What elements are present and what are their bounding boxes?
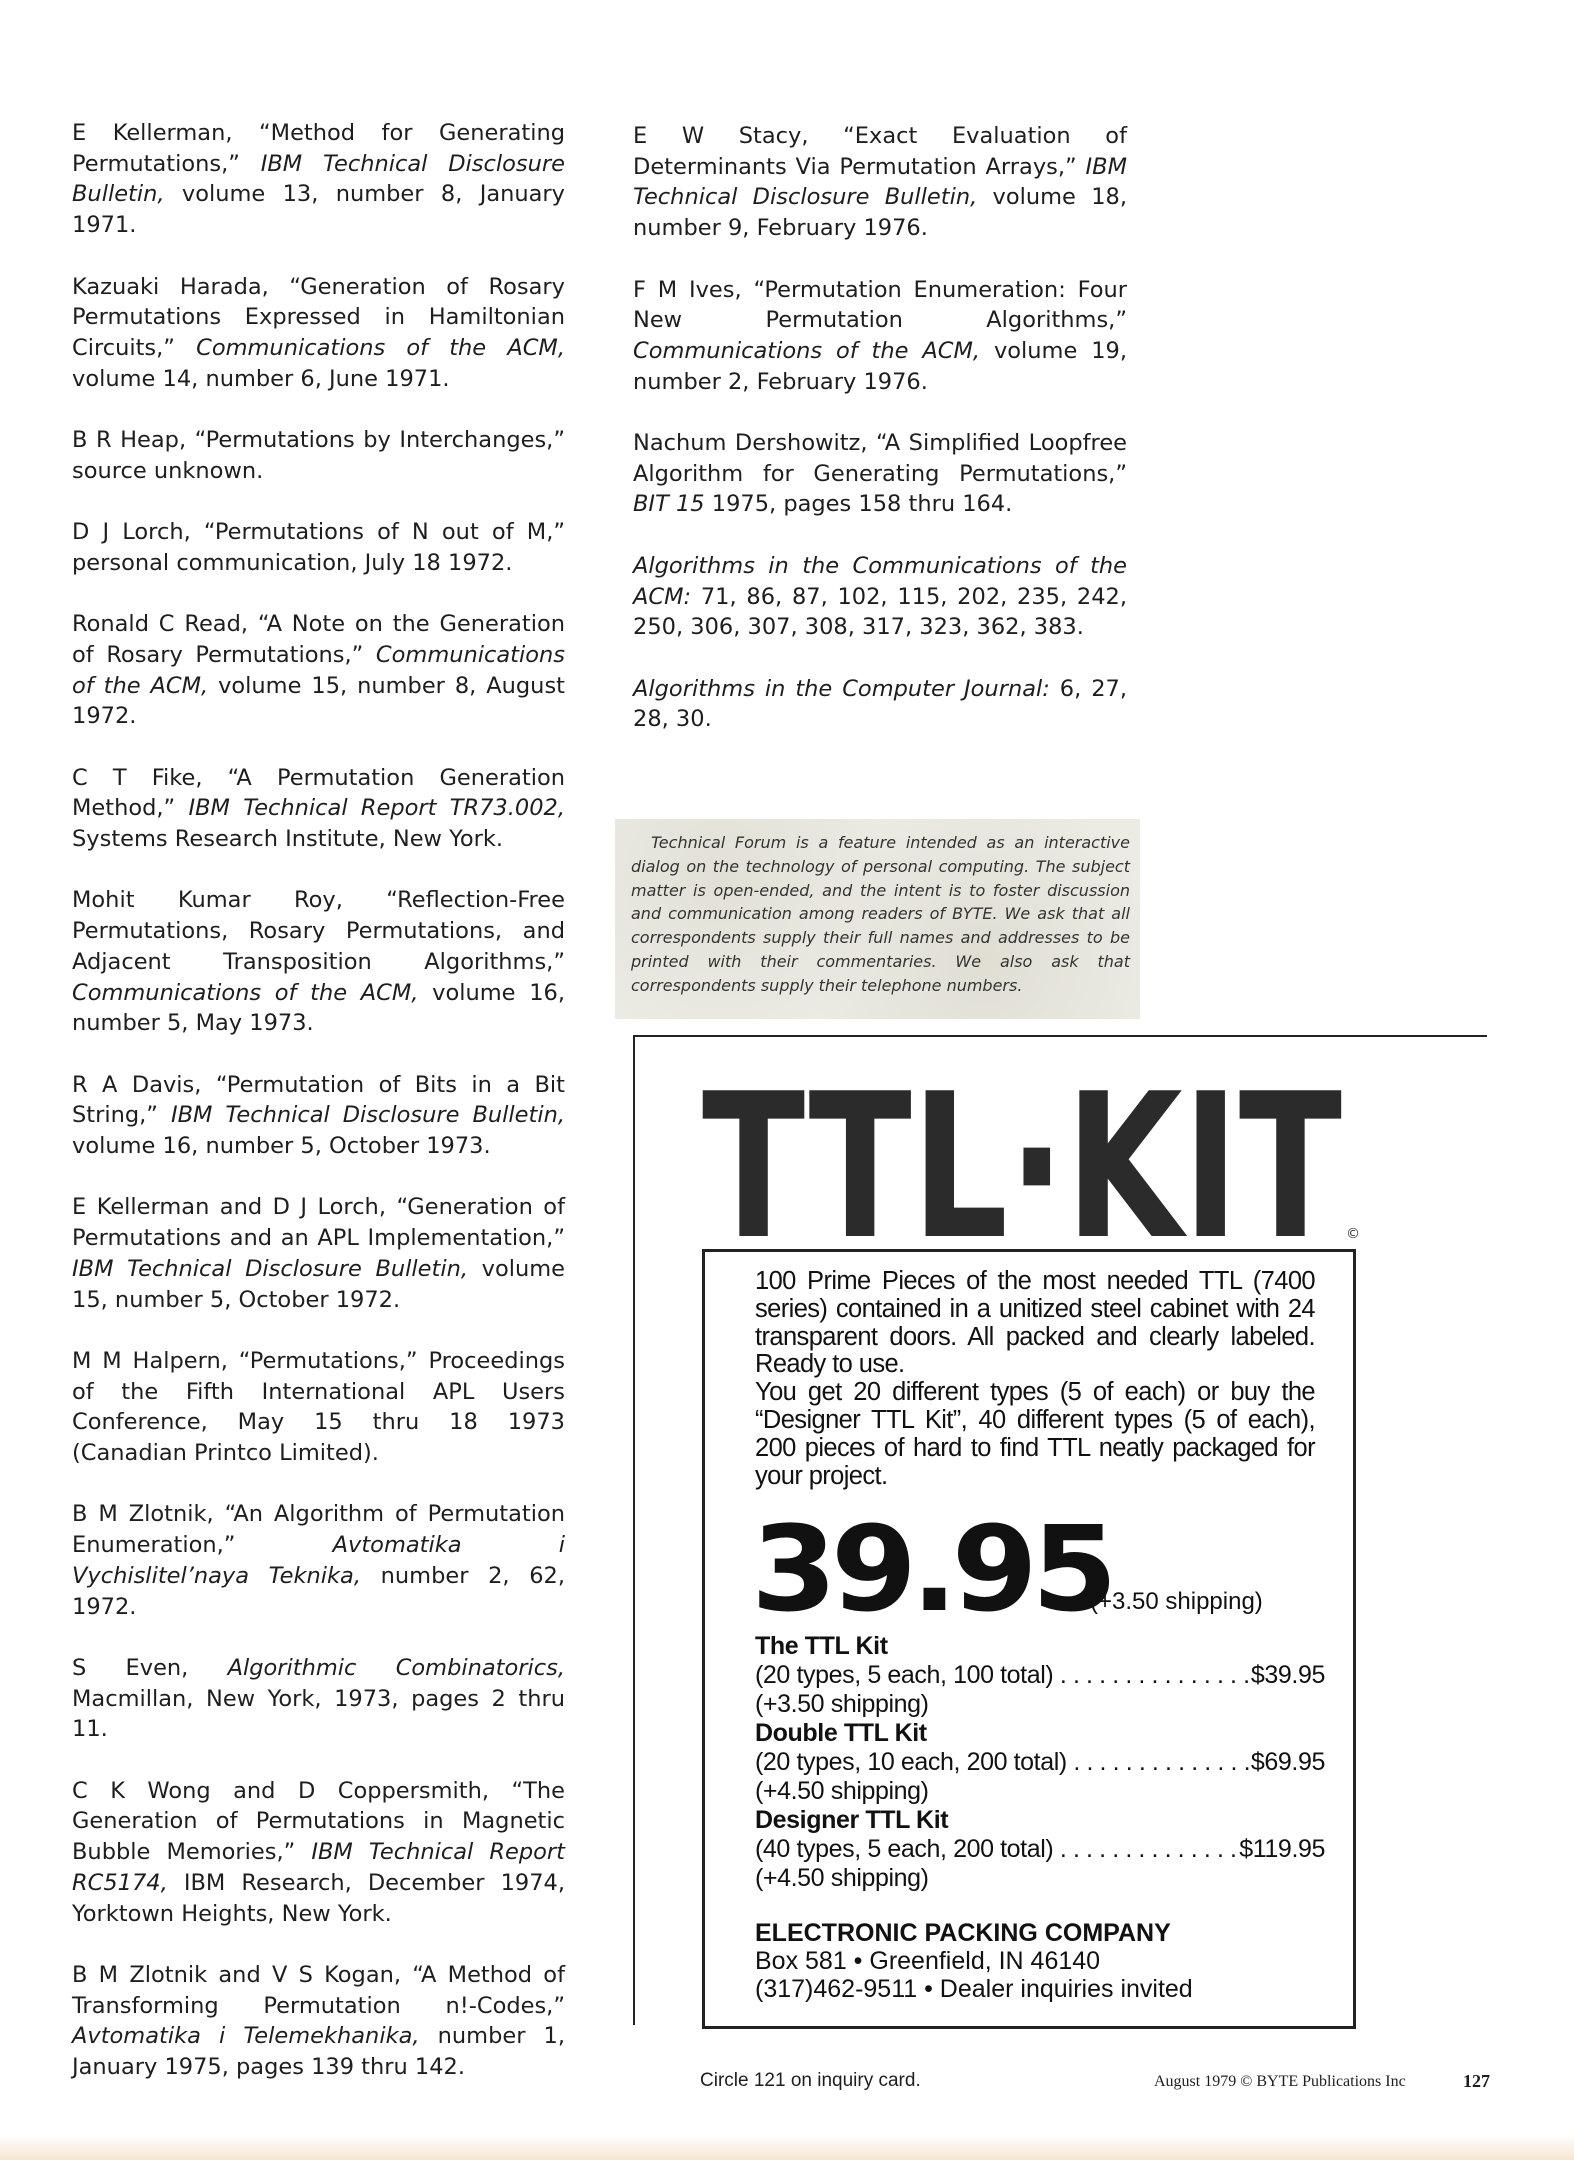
reference-text: 1975, pages 158 thru 164. [704,491,1013,518]
ad-price-shipping: (+3.50 shipping) [1090,1588,1263,1615]
reference-text: Nachum Dershowitz, “A Simplified Loopfree Algorithm for Generating Permutations,” [633,430,1127,487]
kit-name: Designer TTL Kit [755,1806,949,1834]
reference-text: 71, 86, 87, 102, 115, 202, 235, 242, 250, 306, 307, 308, 317, 323, 362, 383. [633,583,1127,641]
ttl-kit-ad-box [702,1249,1356,2029]
reference-entry [633,674,1127,735]
reference-entry [72,1776,565,1930]
reference-text: volume 19, number 2, February 1976. [633,337,1127,395]
kit-price: $69.95 [1250,1748,1325,1776]
reference-text: S Even, [72,1654,228,1681]
reference-text: Kazuaki Harada, “Generation of Rosary Permutations Expressed in Hamiltonian Circuits,” [72,273,565,361]
reference-text: volume 13, number 8, January 1971. [72,181,565,239]
reference-text: volume 14, number 6, June 1971. [72,365,450,392]
reference-text: F M Ives, “Permutation Enumeration: Four New Permutation Algorithms,” [633,276,1127,334]
reference-text: E Kellerman, “Method for Generating Permutations,” [72,120,565,177]
ad-description-1: 100 Prime Pieces of the most needed TTL (7400 series) contained in a unitized steel cabinet with 24 transparent doors. All packed and clearly labeled. Ready to use. [755,1267,1315,1379]
reference-text: volume 16, number 5, May 1973. [72,979,565,1037]
reference-entry [72,609,565,732]
technical-forum-note [615,819,1140,1019]
reference-entry [72,1653,565,1745]
reference-entry [72,1346,565,1469]
reference-text: B R Heap, “Permutations by Interchanges,” source unknown. [72,427,565,484]
page-edge [0,2135,1574,2160]
reference-text: volume 18, number 9, February 1976. [633,184,1127,242]
kit-shipping: (+3.50 shipping) [755,1690,929,1718]
reference-text: C T Fike, “A Permutation Generation Method,” [72,764,565,822]
reference-source: BIT 15 [633,491,705,518]
reference-text: volume 15, number 8, August 1972. [72,672,565,730]
kit-price: $119.95 [1239,1835,1325,1863]
reference-text: B M Zlotnik and V S Kogan, “A Method of Transforming Permutation n!-Codes,” [72,1961,565,2019]
reference-entry [72,1070,565,1162]
reference-entry [72,118,565,241]
references-left-column [72,118,565,2113]
company-phone: (317)462-9511 • Dealer inquiries invited [755,1975,1193,2003]
company-name: ELECTRONIC PACKING COMPANY [755,1919,1171,1947]
reference-source: IBM Technical Report RC5174, [72,1839,565,1896]
reference-text: number 1, January 1975, pages 139 thru 142. [72,2023,565,2081]
reference-text: Mohit Kumar Roy, “Reflection-Free Permutations, Rosary Permutations, and Adjacent Transposition Algorithms,” [72,887,565,975]
ttl-kit-logo [700,1068,1360,1248]
kit-name: The TTL Kit [755,1632,888,1660]
reference-entry [72,763,565,855]
references-right-column [633,121,1127,766]
inquiry-note: Circle 121 on inquiry card. [700,2070,921,2091]
reference-source: Communications of the ACM, [633,337,981,364]
kit-shipping: (+4.50 shipping) [755,1777,929,1805]
kit-detail: (40 types, 5 each, 200 total) . . . [755,1835,1239,1864]
reference-text: volume 15, number 5, October 1972. [72,1255,565,1313]
issue-date: August 1979 © BYTE Publications Inc [1154,2073,1406,2090]
reference-entry [633,551,1127,643]
reference-entry [633,275,1127,398]
reference-source: Algorithms in the Computer Journal: [633,675,1050,702]
copyright-mark: © [1346,1226,1360,1242]
reference-text: M M Halpern, “Permutations,” Proceedings of the Fifth International APL Users Conference, May 15 thru 18 1973 (Canadian Printco Limited). [72,1347,565,1467]
reference-source: IBM Technical Disclosure Bulletin, [72,150,565,208]
reference-source: Avtomatika i Vychislitel’naya Teknika, [72,1532,565,1589]
kit-item [755,1719,1325,1806]
reference-source: IBM Technical Disclosure Bulletin, [72,1255,469,1282]
reference-source: Avtomatika i Telemekhanika, [72,2023,420,2050]
reference-source: IBM Technical Report TR73.002, [188,795,565,822]
kit-shipping: (+4.50 shipping) [755,1864,929,1892]
logo-text: TTL·KIT [702,1068,1342,1248]
ad-description-2: You get 20 different types (5 of each) or buy the “Designer TTL Kit”, 40 different types (5 of each), 200 pieces of hard to find TTL neatly packaged for your project. [755,1378,1315,1490]
company-address: Box 581 • Greenfield, IN 46140 [755,1947,1101,1975]
reference-entry [72,1499,565,1622]
kit-detail: (20 types, 10 each, 200 total) . . . [755,1748,1251,1777]
page-number: 127 [1463,2071,1490,2091]
kit-detail: (20 types, 5 each, 100 total) . . . [755,1661,1251,1690]
reference-text: IBM Research, December 1974, Yorktown Heights, New York. [72,1869,565,1927]
reference-source: IBM Technical Disclosure Bulletin, [633,153,1127,211]
technical-forum-text: Technical Forum is a feature intended as an interactive dialog on the technology of personal computing. The subject matter is open-ended, and the intent is to foster discussion and communication among readers of BYTE. We ask that all correspondents supply their full names and addresses to be printed with their commentaries. We also ask that correspondents supply their telephone numbers. [631,833,1130,995]
reference-text: Macmillan, New York, 1973, pages 2 thru 11. [72,1685,565,1743]
kit-item [755,1806,1325,1893]
kit-item [755,1632,1325,1719]
reference-entry [72,272,565,395]
reference-source: Algorithms in the Communications of the ACM: [633,552,1127,610]
reference-text: C K Wong and D Coppersmith, “The Generation of Permutations in Magnetic Bubble Memories,” [72,1777,565,1866]
reference-text: R A Davis, “Permutation of Bits in a Bit String,” [72,1071,565,1129]
reference-source: IBM Technical Disclosure Bulletin, [170,1102,565,1129]
reference-entry [72,1192,565,1315]
reference-text: E W Stacy, “Exact Evaluation of Determinants Via Permutation Arrays,” [633,123,1127,180]
reference-entry [633,121,1127,244]
reference-entry [72,425,565,486]
ad-top-rule [633,1035,1487,1037]
reference-entry [633,428,1127,520]
reference-text: B M Zlotnik, “An Algorithm of Permutation Enumeration,” [72,1501,565,1559]
kit-price: $39.95 [1250,1661,1325,1689]
reference-entry [72,517,565,578]
reference-text: volume 16, number 5, October 1973. [72,1133,491,1160]
ad-description [755,1268,1315,1490]
reference-source: Communications of the ACM, [196,334,565,361]
kit-name: Double TTL Kit [755,1719,927,1747]
ad-left-rule [633,1035,635,2025]
ad-price: 39.95 [751,1500,1112,1638]
reference-source: Algorithmic Combinatorics, [227,1654,566,1681]
reference-source: Communications of the ACM, [72,641,565,699]
reference-entry [72,1960,565,2083]
reference-text: D J Lorch, “Permutations of N out of M,” personal communication, July 18 1972. [72,519,565,576]
reference-source: Communications of the ACM, [72,979,419,1006]
company-info [755,1919,1193,2003]
reference-text: number 2, 62, 1972. [72,1562,565,1620]
reference-text: 6, 27, 28, 30. [633,675,1127,733]
reference-text: E Kellerman and D J Lorch, “Generation of Permutations and an APL Implementation,” [72,1194,565,1252]
reference-entry [72,885,565,1039]
reference-text: Ronald C Read, “A Note on the Generation of Rosary Permutations,” [72,611,565,668]
reference-text: Systems Research Institute, New York. [72,826,504,853]
kit-list [755,1632,1325,1893]
